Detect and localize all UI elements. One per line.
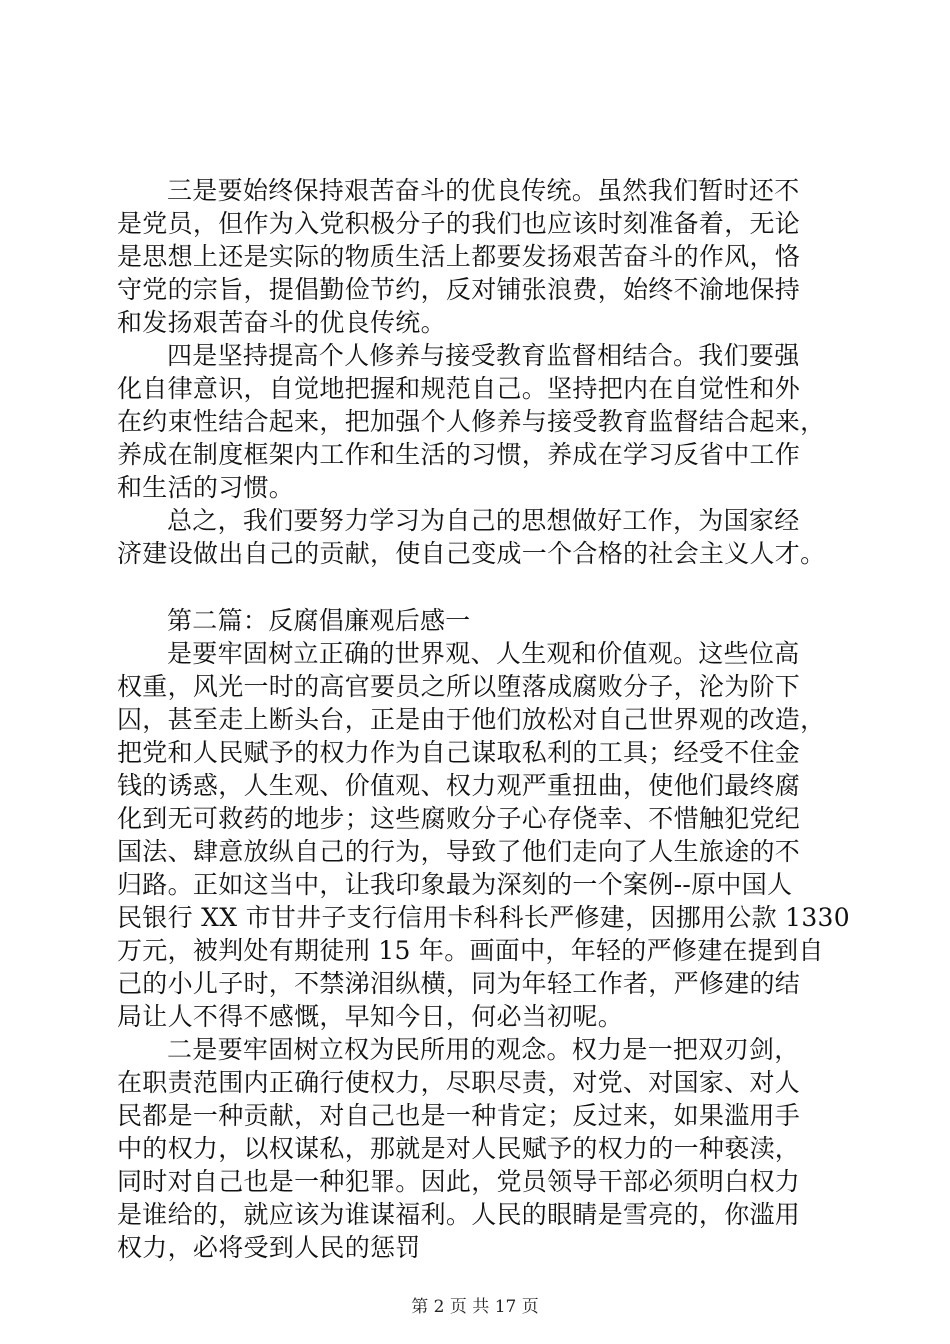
text-line: 国法、肆意放纵自己的行为，导致了他们走向了人生旅途的不 bbox=[117, 837, 801, 866]
text-line: 民银行 XX 市甘井子支行信用卡科科长严修建，因挪用公款 1330 bbox=[117, 903, 850, 932]
text-line: 把党和人民赋予的权力作为自己谋取私利的工具；经受不住金 bbox=[117, 738, 801, 767]
text-line: 己的小儿子时，不禁涕泪纵横，同为年轻工作者，严修建的结 bbox=[117, 969, 801, 998]
text-line: 总之，我们要努力学习为自己的思想做好工作，为国家经 bbox=[167, 506, 800, 535]
text-line: 局让人不得不感慨，早知今日，何必当初呢。 bbox=[117, 1002, 624, 1031]
paragraph bbox=[117, 174, 847, 339]
text-line: 同时对自己也是一种犯罪。因此，党员领导干部必须明白权力 bbox=[117, 1167, 801, 1196]
text-line: 在约束性结合起来，把加强个人修养与接受教育监督结合起来， bbox=[117, 407, 826, 436]
text-line: 四是坚持提高个人修养与接受教育监督相结合。我们要强 bbox=[167, 341, 800, 370]
text-line: 万元，被判处有期徒刑 15 年。画面中，年轻的严修建在提到自 bbox=[117, 936, 824, 965]
document-body bbox=[117, 174, 850, 1264]
paragraph bbox=[117, 339, 847, 504]
text-line: 在职责范围内正确行使权力，尽职尽责，对党、对国家、对人 bbox=[117, 1068, 801, 1097]
text-line: 化自律意识，自觉地把握和规范自己。坚持把内在自觉性和外 bbox=[117, 374, 801, 403]
text-line: 济建设做出自己的贡献，使自己变成一个合格的社会主义人才。 bbox=[117, 539, 826, 568]
text-line: 归路。正如这当中，让我印象最为深刻的一个案例--原中国人 bbox=[117, 870, 793, 899]
paragraph bbox=[117, 504, 847, 570]
text-line: 三是要始终保持艰苦奋斗的优良传统。虽然我们暂时还不 bbox=[167, 176, 800, 205]
text-line: 守党的宗旨，提倡勤俭节约，反对铺张浪费，始终不渝地保持 bbox=[117, 275, 801, 304]
text-line: 中的权力，以权谋私，那就是对人民赋予的权力的一种亵渎， bbox=[117, 1134, 801, 1163]
paragraph bbox=[117, 637, 850, 1033]
text-line: 权重，风光一时的高官要员之所以堕落成腐败分子，沦为阶下 bbox=[117, 672, 801, 701]
text-line: 养成在制度框架内工作和生活的习惯，养成在学习反省中工作 bbox=[117, 440, 801, 469]
text-line: 是谁给的，就应该为谁谋福利。人民的眼睛是雪亮的，你滥用 bbox=[117, 1200, 801, 1229]
text-line: 民都是一种贡献，对自己也是一种肯定；反过来，如果滥用手 bbox=[117, 1101, 801, 1130]
text-line: 是党员，但作为入党积极分子的我们也应该时刻准备着，无论 bbox=[117, 209, 801, 238]
text-line: 是思想上还是实际的物质生活上都要发扬艰苦奋斗的作风，恪 bbox=[117, 242, 801, 271]
text-line: 钱的诱惑，人生观、价值观、权力观严重扭曲，使他们最终腐 bbox=[117, 771, 801, 800]
paragraph bbox=[117, 1033, 847, 1264]
text-line: 化到无可救药的地步；这些腐败分子心存侥幸、不惜触犯党纪 bbox=[117, 804, 801, 833]
text-line: 和生活的习惯。 bbox=[117, 473, 295, 502]
page-footer: 第 2 页 共 17 页 bbox=[411, 1297, 539, 1317]
section-spacer bbox=[117, 570, 847, 604]
text-line: 和发扬艰苦奋斗的优良传统。 bbox=[117, 308, 446, 337]
section-heading: 第二篇：反腐倡廉观后感一 bbox=[167, 606, 471, 635]
text-line: 囚，甚至走上断头台，正是由于他们放松对自己世界观的改造， bbox=[117, 705, 826, 734]
text-line: 权力，必将受到人民的惩罚 bbox=[117, 1233, 421, 1262]
text-line: 是要牢固树立正确的世界观、人生观和价值观。这些位高 bbox=[167, 639, 800, 668]
text-line: 二是要牢固树立权为民所用的观念。权力是一把双刃剑， bbox=[167, 1035, 800, 1064]
